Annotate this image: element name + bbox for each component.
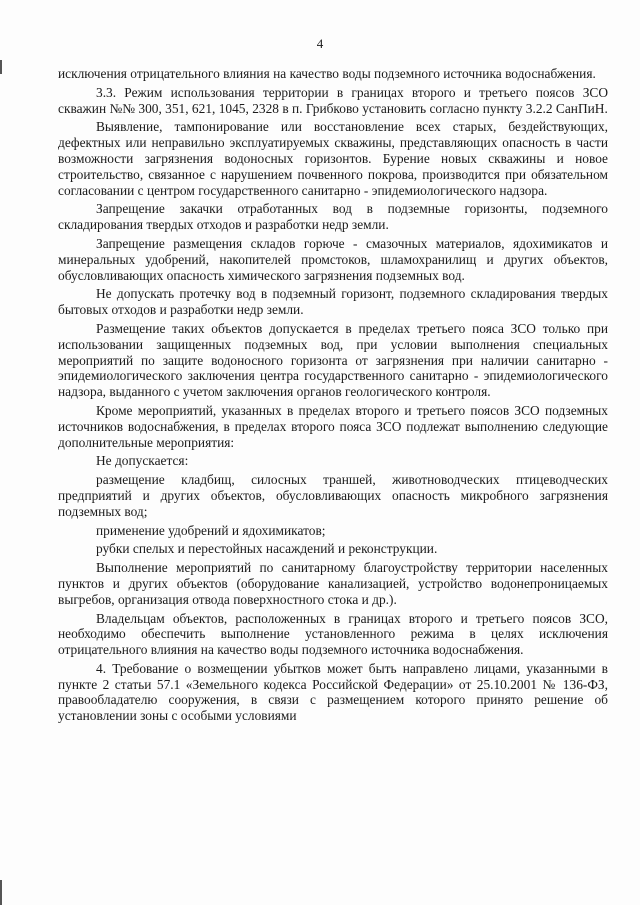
document-body [58,66,608,727]
paragraph: Выполнение мероприятий по санитарному благоустройству территории населенных пунктов и других объектов (оборудование канализацией, устройство водонепроницаемых выгребов, организация отвода поверхностного стока и др.). [58,560,608,607]
list-item: размещение кладбищ, силосных траншей, животноводческих птицеводческих предприятий и других объектов, обусловливающих опасность микробного загрязнения подземных вод; [58,472,608,519]
paragraph: Владельцам объектов, расположенных в границах второго и третьего поясов ЗСО, необходимо обеспечить выполнение установленного режима в целях исключения отрицательного влияния на качество воды подземного источника водоснабжения. [58,610,608,658]
paragraph: Запрещение закачки отработанных вод в подземные горизонты, подземного складирования твердых отходов и разработки недр земли. [58,201,608,233]
scan-edge-mark [0,60,2,74]
paragraph: исключения отрицательного влияния на качество воды подземного источника водоснабжения. [58,66,596,81]
scan-edge-mark [0,880,2,905]
paragraph: Запрещение размещения складов горюче - смазочных материалов, ядохимикатов и минеральных удобрений, накопителей промстоков, шламохранилищ и других объектов, обусловливающих опасность химического загрязнения подземных вод. [58,235,608,283]
paragraph: 3.3. Режим использования территории в границах второго и третьего поясов ЗСО скважин №№ 300, 351, 621, 1045, 2328 в п. Грибково установить согласно пункту 3.2.2 СанПиН. [58,84,608,116]
page-number: 4 [316,36,324,51]
list-item: применение удобрений и ядохимикатов; [96,522,326,538]
paragraph: Выявление, тампонирование или восстановление всех старых, бездействующих, дефектных или неправильно эксплуатируемых скважины, представляющих опасность в части возможности загрязнения водоносных горизонтов. Бурение новых скважины и новое строительство, связанное с нарушением почвенного покрова, производится при обязательном согласовании с центром государственного санитарно - эпидемиологического надзора. [58,119,608,198]
paragraph: Не допускать протечку вод в подземный горизонт, подземного складирования твердых бытовых отходов и разработки недр земли. [58,286,608,318]
paragraph: Кроме мероприятий, указанных в пределах второго и третьего поясов ЗСО подземных источников водоснабжения, в пределах второго пояса ЗСО подлежат выполнению следующие дополнительные мероприятия: [58,402,608,450]
paragraph: 4. Требование о возмещении убытков может быть направлено лицами, указанными в пункте 2 статьи 57.1 «Земельного кодекса Российской Федерации» от 25.10.2001 № 136-ФЗ, правообладателю сооружения, в связи с размещением которого принято решение об установлении зоны с особыми условиями [58,660,608,724]
paragraph: Размещение таких объектов допускается в пределах третьего пояса ЗСО только при использовании защищенных подземных вод, при условии выполнения специальных мероприятий по защите водоносного горизонта от загрязнения при наличии санитарно - эпидемиологического заключения центра государственного санитарно - эпидемиологического надзора, выданного с учетом заключения органов геологического контроля. [58,320,608,400]
list-item: рубки спелых и перестойных насаждений и реконструкции. [96,541,438,557]
paragraph: Не допускается: [96,453,189,469]
